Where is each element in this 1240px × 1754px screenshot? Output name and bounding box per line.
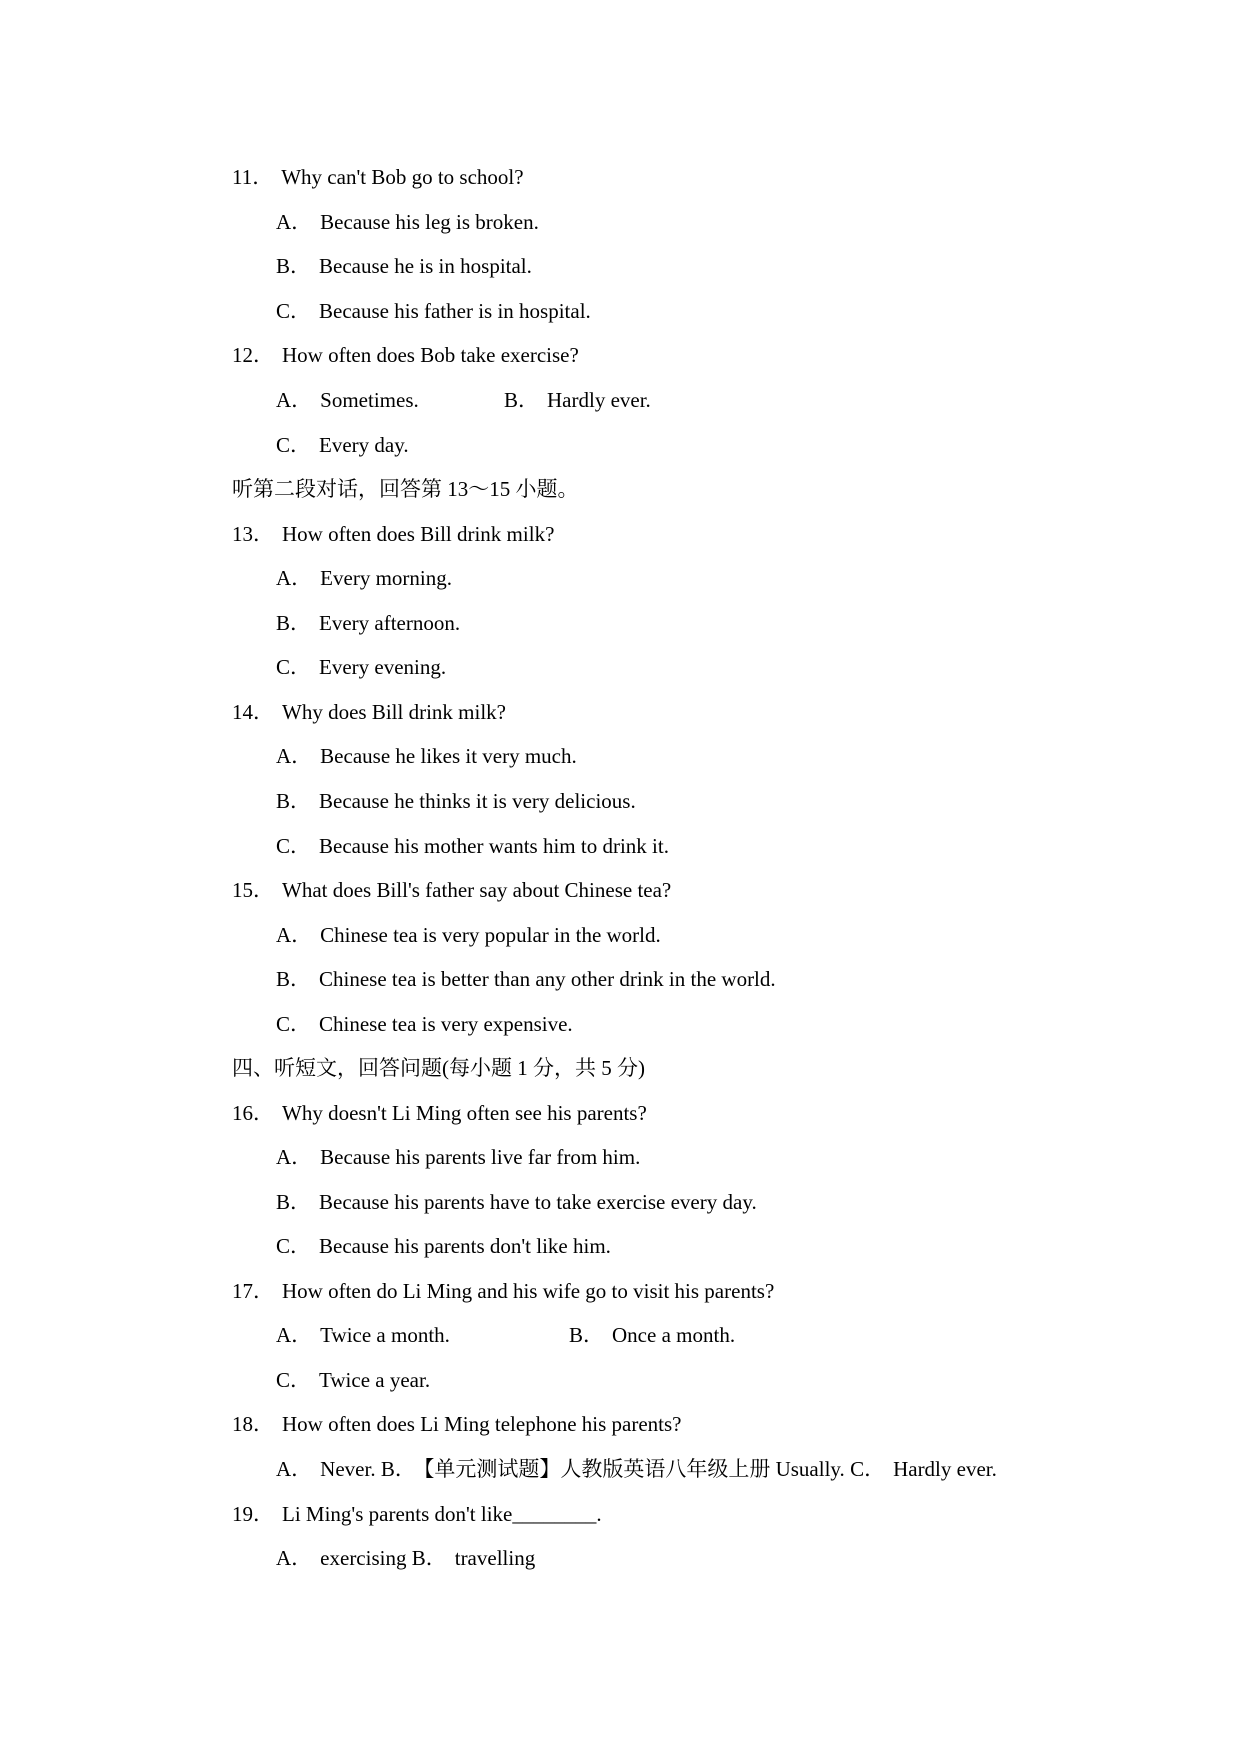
option-letter: B．: [276, 789, 312, 813]
question-12-option-c: [276, 431, 409, 459]
question-19-option-row: [276, 1544, 535, 1572]
question-14: [232, 698, 506, 726]
option-letter: A．: [276, 210, 313, 234]
question-18-option-row: [276, 1455, 997, 1483]
question-13-option-b: [276, 609, 460, 637]
question-12-option-row: [276, 386, 651, 414]
option-text: travelling: [454, 1546, 536, 1570]
question-15-option-c: [276, 1010, 573, 1038]
question-text: Li Ming's parents don't like________.: [282, 1502, 602, 1526]
question-number: 12．: [232, 343, 274, 367]
question-14-option-a: [276, 742, 577, 770]
option-letter: C．: [276, 1234, 312, 1258]
option-letter: C．: [276, 433, 312, 457]
option-letter: A．: [276, 388, 313, 412]
option-text: Never.: [320, 1457, 376, 1481]
question-13-option-c: [276, 653, 446, 681]
question-17-option-b: [569, 1321, 735, 1349]
question-number: 15．: [232, 878, 274, 902]
question-number: 19．: [232, 1502, 274, 1526]
section-heading-dialogue-two: 听第二段对话，回答第 13～15 小题。: [232, 477, 579, 501]
question-18-option-c: [850, 1457, 997, 1481]
question-11-option-b: [276, 252, 532, 280]
question-15: [232, 876, 671, 904]
option-letter: A．: [276, 1323, 313, 1347]
question-12-option-b: [504, 386, 651, 414]
option-letter: B．: [569, 1323, 605, 1347]
option-text: exercising: [320, 1546, 407, 1570]
option-letter: B．: [504, 388, 540, 412]
question-17: [232, 1277, 774, 1305]
option-letter: B．: [276, 1190, 312, 1214]
option-text: Every day.: [319, 433, 409, 457]
question-11: [232, 163, 524, 191]
option-letter: C．: [276, 299, 312, 323]
question-12: [232, 341, 579, 369]
question-text: How often does Bill drink milk?: [282, 522, 555, 546]
question-19: [232, 1500, 602, 1528]
question-text: Why can't Bob go to school?: [281, 165, 524, 189]
option-text: Sometimes.: [320, 388, 419, 412]
question-14-option-c: [276, 832, 669, 860]
option-letter: C．: [276, 655, 312, 679]
option-text: Chinese tea is better than any other drink in the world.: [319, 967, 776, 991]
option-text: Twice a month.: [320, 1323, 450, 1347]
option-letter: C．: [276, 1368, 312, 1392]
option-letter: C．: [850, 1457, 886, 1481]
option-letter: A．: [276, 1457, 313, 1481]
option-letter: B．: [276, 967, 312, 991]
question-17-option-c: [276, 1366, 430, 1394]
question-18-option-b: [381, 1457, 845, 1481]
question-16-option-b: [276, 1188, 757, 1216]
option-letter: B．: [411, 1546, 447, 1570]
question-14-option-b: [276, 787, 636, 815]
question-16: [232, 1099, 647, 1127]
option-text: Because he likes it very much.: [320, 744, 577, 768]
option-letter: A．: [276, 923, 313, 947]
question-12-option-a: [276, 388, 419, 412]
option-text: Once a month.: [612, 1323, 736, 1347]
question-number: 17．: [232, 1279, 274, 1303]
question-text: How often does Bob take exercise?: [282, 343, 579, 367]
question-17-option-row: [276, 1321, 736, 1349]
question-text: How often do Li Ming and his wife go to visit his parents?: [282, 1279, 775, 1303]
question-19-option-b: [412, 1546, 536, 1570]
option-text: Chinese tea is very expensive.: [319, 1012, 573, 1036]
question-11-option-a: [276, 208, 539, 236]
question-number: 14．: [232, 700, 274, 724]
option-letter: C．: [276, 834, 312, 858]
option-letter: A．: [276, 744, 313, 768]
question-number: 16．: [232, 1101, 274, 1125]
question-13-option-a: [276, 564, 452, 592]
option-letter: A．: [276, 566, 313, 590]
question-19-option-a: [276, 1546, 406, 1570]
option-text: Because his parents have to take exercise every day.: [319, 1190, 757, 1214]
question-text: Why doesn't Li Ming often see his parents?: [282, 1101, 647, 1125]
question-number: 18．: [232, 1412, 274, 1436]
option-text: Every morning.: [320, 566, 452, 590]
option-text: Because he is in hospital.: [319, 254, 532, 278]
question-15-option-a: [276, 921, 661, 949]
option-text: Hardly ever.: [547, 388, 651, 412]
question-18: [232, 1410, 682, 1438]
question-11-option-c: [276, 297, 591, 325]
option-text: Because his mother wants him to drink it.: [319, 834, 669, 858]
question-13: [232, 520, 554, 548]
question-16-option-c: [276, 1232, 611, 1260]
option-letter: A．: [276, 1546, 313, 1570]
option-text: Every afternoon.: [319, 611, 461, 635]
question-text: How often does Li Ming telephone his parents?: [282, 1412, 682, 1436]
option-letter: A．: [276, 1145, 313, 1169]
option-text: Because his parents live far from him.: [320, 1145, 641, 1169]
option-letter: B．: [276, 254, 312, 278]
section-heading-part-four: 四、听短文，回答问题(每小题 1 分，共 5 分): [232, 1056, 645, 1080]
option-letter: B．: [380, 1457, 416, 1481]
option-letter: C．: [276, 1012, 312, 1036]
option-letter: B．: [276, 611, 312, 635]
question-16-option-a: [276, 1143, 640, 1171]
option-text: Hardly ever.: [893, 1457, 997, 1481]
option-text: Because his parents don't like him.: [319, 1234, 611, 1258]
option-text: Chinese tea is very popular in the world.: [320, 923, 661, 947]
option-text: Because his father is in hospital.: [319, 299, 591, 323]
question-18-option-a: [276, 1457, 376, 1481]
option-text: Because he thinks it is very delicious.: [319, 789, 636, 813]
question-text: What does Bill's father say about Chinese tea?: [282, 878, 672, 902]
question-number: 13．: [232, 522, 274, 546]
question-15-option-b: [276, 965, 776, 993]
option-text: Twice a year.: [319, 1368, 431, 1392]
question-17-option-a: [276, 1323, 450, 1347]
question-text: Why does Bill drink milk?: [282, 700, 506, 724]
option-text: Every evening.: [319, 655, 447, 679]
question-number: 11．: [232, 165, 274, 189]
option-text: Because his leg is broken.: [320, 210, 539, 234]
option-text: 【单元测试题】人教版英语八年级上册 Usually.: [423, 1457, 845, 1481]
